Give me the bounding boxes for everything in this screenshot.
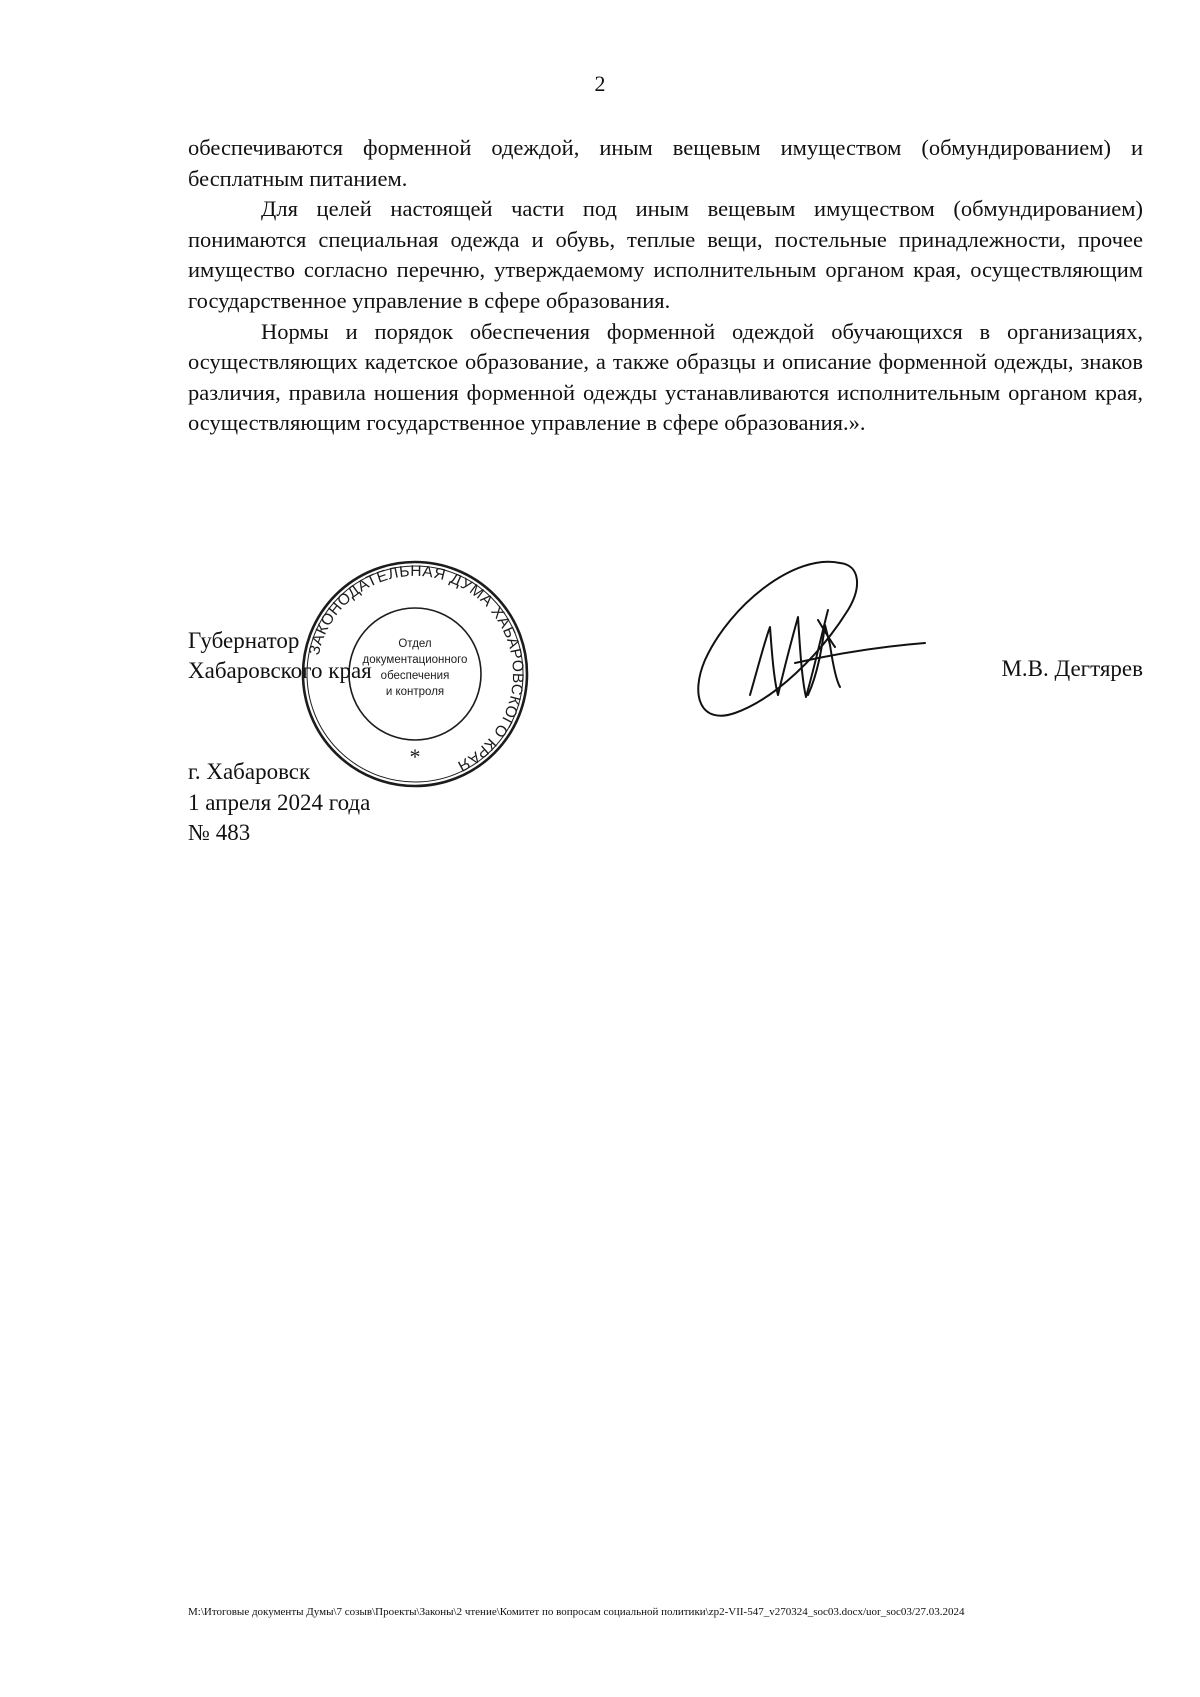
seal-inner-line3: обеспечения xyxy=(380,670,450,682)
paragraph-definition: Для целей настоящей части под иным вещевым имуществом (обмундированием) понимаются специальная одежда и обувь, теплые вещи, постельные принадлежности, прочее имущество согласно перечню, утверждаемому исполнительным органом края, осуществляющим государственное управление в сфере образования. xyxy=(188,196,1143,313)
seal-star: * xyxy=(409,744,421,769)
official-seal xyxy=(300,559,530,789)
place-date-block xyxy=(188,757,370,849)
signatory-name: М.В. Дегтярев xyxy=(1001,656,1143,681)
footer-file-path: M:\Итоговые документы Думы\7 созыв\Проекты\Законы\2 чтение\Комитет по вопросам социальной политики\zp2-VII-547_v270324_soc03.docx/uor_soc03/27.03.2024 xyxy=(188,1606,965,1618)
page-number: 2 xyxy=(594,71,606,96)
signatory-title-line1: Губернатор xyxy=(188,628,300,653)
handwritten-signature xyxy=(690,555,930,735)
document-date: 1 апреля 2024 года xyxy=(188,789,371,815)
document-number: № 483 xyxy=(188,820,251,845)
seal-inner-line1: Отдел xyxy=(398,638,432,650)
seal-inner-line4: и контроля xyxy=(385,686,445,698)
place-city: г. Хабаровск xyxy=(188,759,311,784)
signatory-title-line2: Хабаровского края xyxy=(188,658,372,683)
document-body xyxy=(188,133,1143,439)
seal-inner-line2: документационного xyxy=(362,654,468,666)
paragraph-continuation: обеспечиваются форменной одеждой, иным вещевым имуществом (обмундированием) и бесплатным питанием. xyxy=(188,135,1143,191)
paragraph-norms: Нормы и порядок обеспечения форменной одеждой обучающихся в организациях, осуществляющих кадетское образование, а также образцы и описание форменной одежды, знаков различия, правила ношения форменной одежды устанавливаются исполнительным органом края, осуществляющим государственное управление в сфере образования.». xyxy=(188,318,1143,436)
seal-outer-text: ЗАКОНОДАТЕЛЬНАЯ ДУМА ХАБАРОВСКОГО КРАЯ xyxy=(305,562,527,775)
